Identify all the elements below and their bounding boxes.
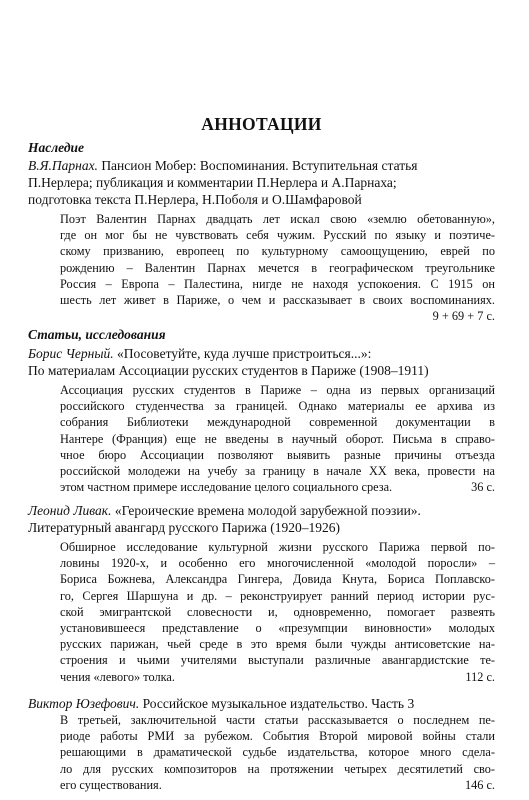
entry-heading-line: подготовка текста П.Нерлера, Н.Поболя и О.Шамфаровой <box>28 192 362 207</box>
abstract-line: установившееся представление о «презумпции виновности» молодых <box>60 621 495 636</box>
entry-heading-line: По материалам Ассоциации русских студентов в Париже (1908–1911) <box>28 363 429 378</box>
entry-author: В.Я.Парнах. <box>28 158 98 173</box>
abstract-line: риоде работы РМИ за рубежом. События Второй мировой войны стали <box>60 729 495 744</box>
entry-heading <box>28 345 495 379</box>
abstract-line: В третьей, заключительной части статьи рассказывается о последнем пе- <box>60 713 495 727</box>
abstract-line: ловины 1920-х, и особенно его многочисленной «молодой поросли» – <box>60 556 495 571</box>
abstract-line: го, Сергея Шаршуна и др. – реконструирует ранний период истории рус- <box>60 588 495 603</box>
abstract-line: Обширное исследование культурной жизни русского Парижа первой по- <box>60 540 495 554</box>
entry-author: Леонид Ливак. <box>28 503 112 518</box>
abstract-line: скому призванию, европеец по культурному самоощущению, еврей по <box>60 244 495 259</box>
abstract-line: решающими в драматической судьбе издательства, которое много сдела- <box>60 745 495 760</box>
entry-heading <box>28 695 495 712</box>
abstract-line: собрания Библиотеки международной современной документации в <box>60 415 495 430</box>
abstract-line: где он мог бы не чувствовать себя чужим. Русский по языку и поэтиче- <box>60 228 495 243</box>
abstract-line: чное бюро Ассоциации позволяют выявить разные причины отъезда <box>60 447 495 462</box>
abstract-line: шесть лет живет в Париже, о чем и рассказывает в своих воспоминаниях. <box>60 293 495 308</box>
abstract-line: Ассоциация русских студентов в Париже – одна из первых организаций <box>60 383 495 397</box>
abstract-line: его существования. 146 с. <box>60 777 495 792</box>
abstract-line: этом частном примере исследование целого социального среза. 36 с. <box>60 480 495 495</box>
abstract-line: Нантере (Франция) еще не введены в научный оборот. Письма в справо- <box>60 431 495 446</box>
abstract-line: Поэт Валентин Парнах двадцать лет искал свою «землю обетованную», <box>60 212 495 226</box>
abstract-line: российского студенчества за границей. Однако материалы ее архива из <box>60 399 495 414</box>
entry-heading-line: Леонид Ливак. «Героические времена молодой зарубежной поэзии». <box>28 503 421 518</box>
section-heading-heritage: Наследие <box>28 140 85 155</box>
abstract-line: чения «левого» толка. 112 с. <box>60 669 495 684</box>
abstract-line: строения и чьими учителями выступали различные авангардистские те- <box>60 653 495 668</box>
entry-heading-line: Борис Черный. «Посоветуйте, куда лучше пристроиться...»: <box>28 346 372 361</box>
entry-author: Виктор Юзефович. <box>28 696 140 711</box>
abstract-line: ской эмигрантской словесности и, одновременно, помогает развеять <box>60 604 495 619</box>
entry-pages: 112 с. <box>465 669 495 684</box>
entry-heading-line: В.Я.Парнах. Пансион Мобер: Воспоминания. Вступительная статья <box>28 158 418 173</box>
entry-abstract <box>60 211 495 324</box>
entry-heading-line: Виктор Юзефович. Российское музыкальное издательство. Часть 3 <box>28 696 415 711</box>
abstract-line: рождению – Валентин Парнах мечется в географическом треугольнике <box>60 260 495 275</box>
entry-author: Борис Черный. <box>28 346 114 361</box>
abstract-line: Россия – Европа – Палестина, нигде не находя успокоения. С 1915 он <box>60 276 495 291</box>
entry-abstract <box>60 382 495 495</box>
entry-pages: 146 с. <box>464 777 495 792</box>
entry-heading-line: П.Нерлера; публикация и комментарии П.Нерлера и А.Парнаха; <box>28 175 397 190</box>
abstract-line: Бориса Божнева, Александра Гингера, Довида Кнута, Бориса Поплавско- <box>60 572 495 587</box>
page-title: АННОТАЦИИ <box>201 114 322 134</box>
entry-pages: 36 с. <box>471 480 495 495</box>
section-heading-articles: Статьи, исследования <box>28 327 166 342</box>
entry-abstract <box>60 539 495 685</box>
entry-abstract <box>60 712 495 793</box>
abstract-line: русских парижан, чьей среде в это время были чужды антисоветские на- <box>60 637 495 652</box>
abstract-line: ло для русских композиторов на протяжении четырех десятилетий сво- <box>60 761 495 776</box>
entry-heading <box>28 157 495 208</box>
abstract-line: российской молодежи на учебу за границу в начале XX века, провести на <box>60 464 495 479</box>
entry-pages: 9 + 69 + 7 с. <box>432 309 495 324</box>
entry-heading-line: Литературный авангард русского Парижа (1920–1926) <box>28 520 340 535</box>
entry-heading <box>28 502 495 536</box>
